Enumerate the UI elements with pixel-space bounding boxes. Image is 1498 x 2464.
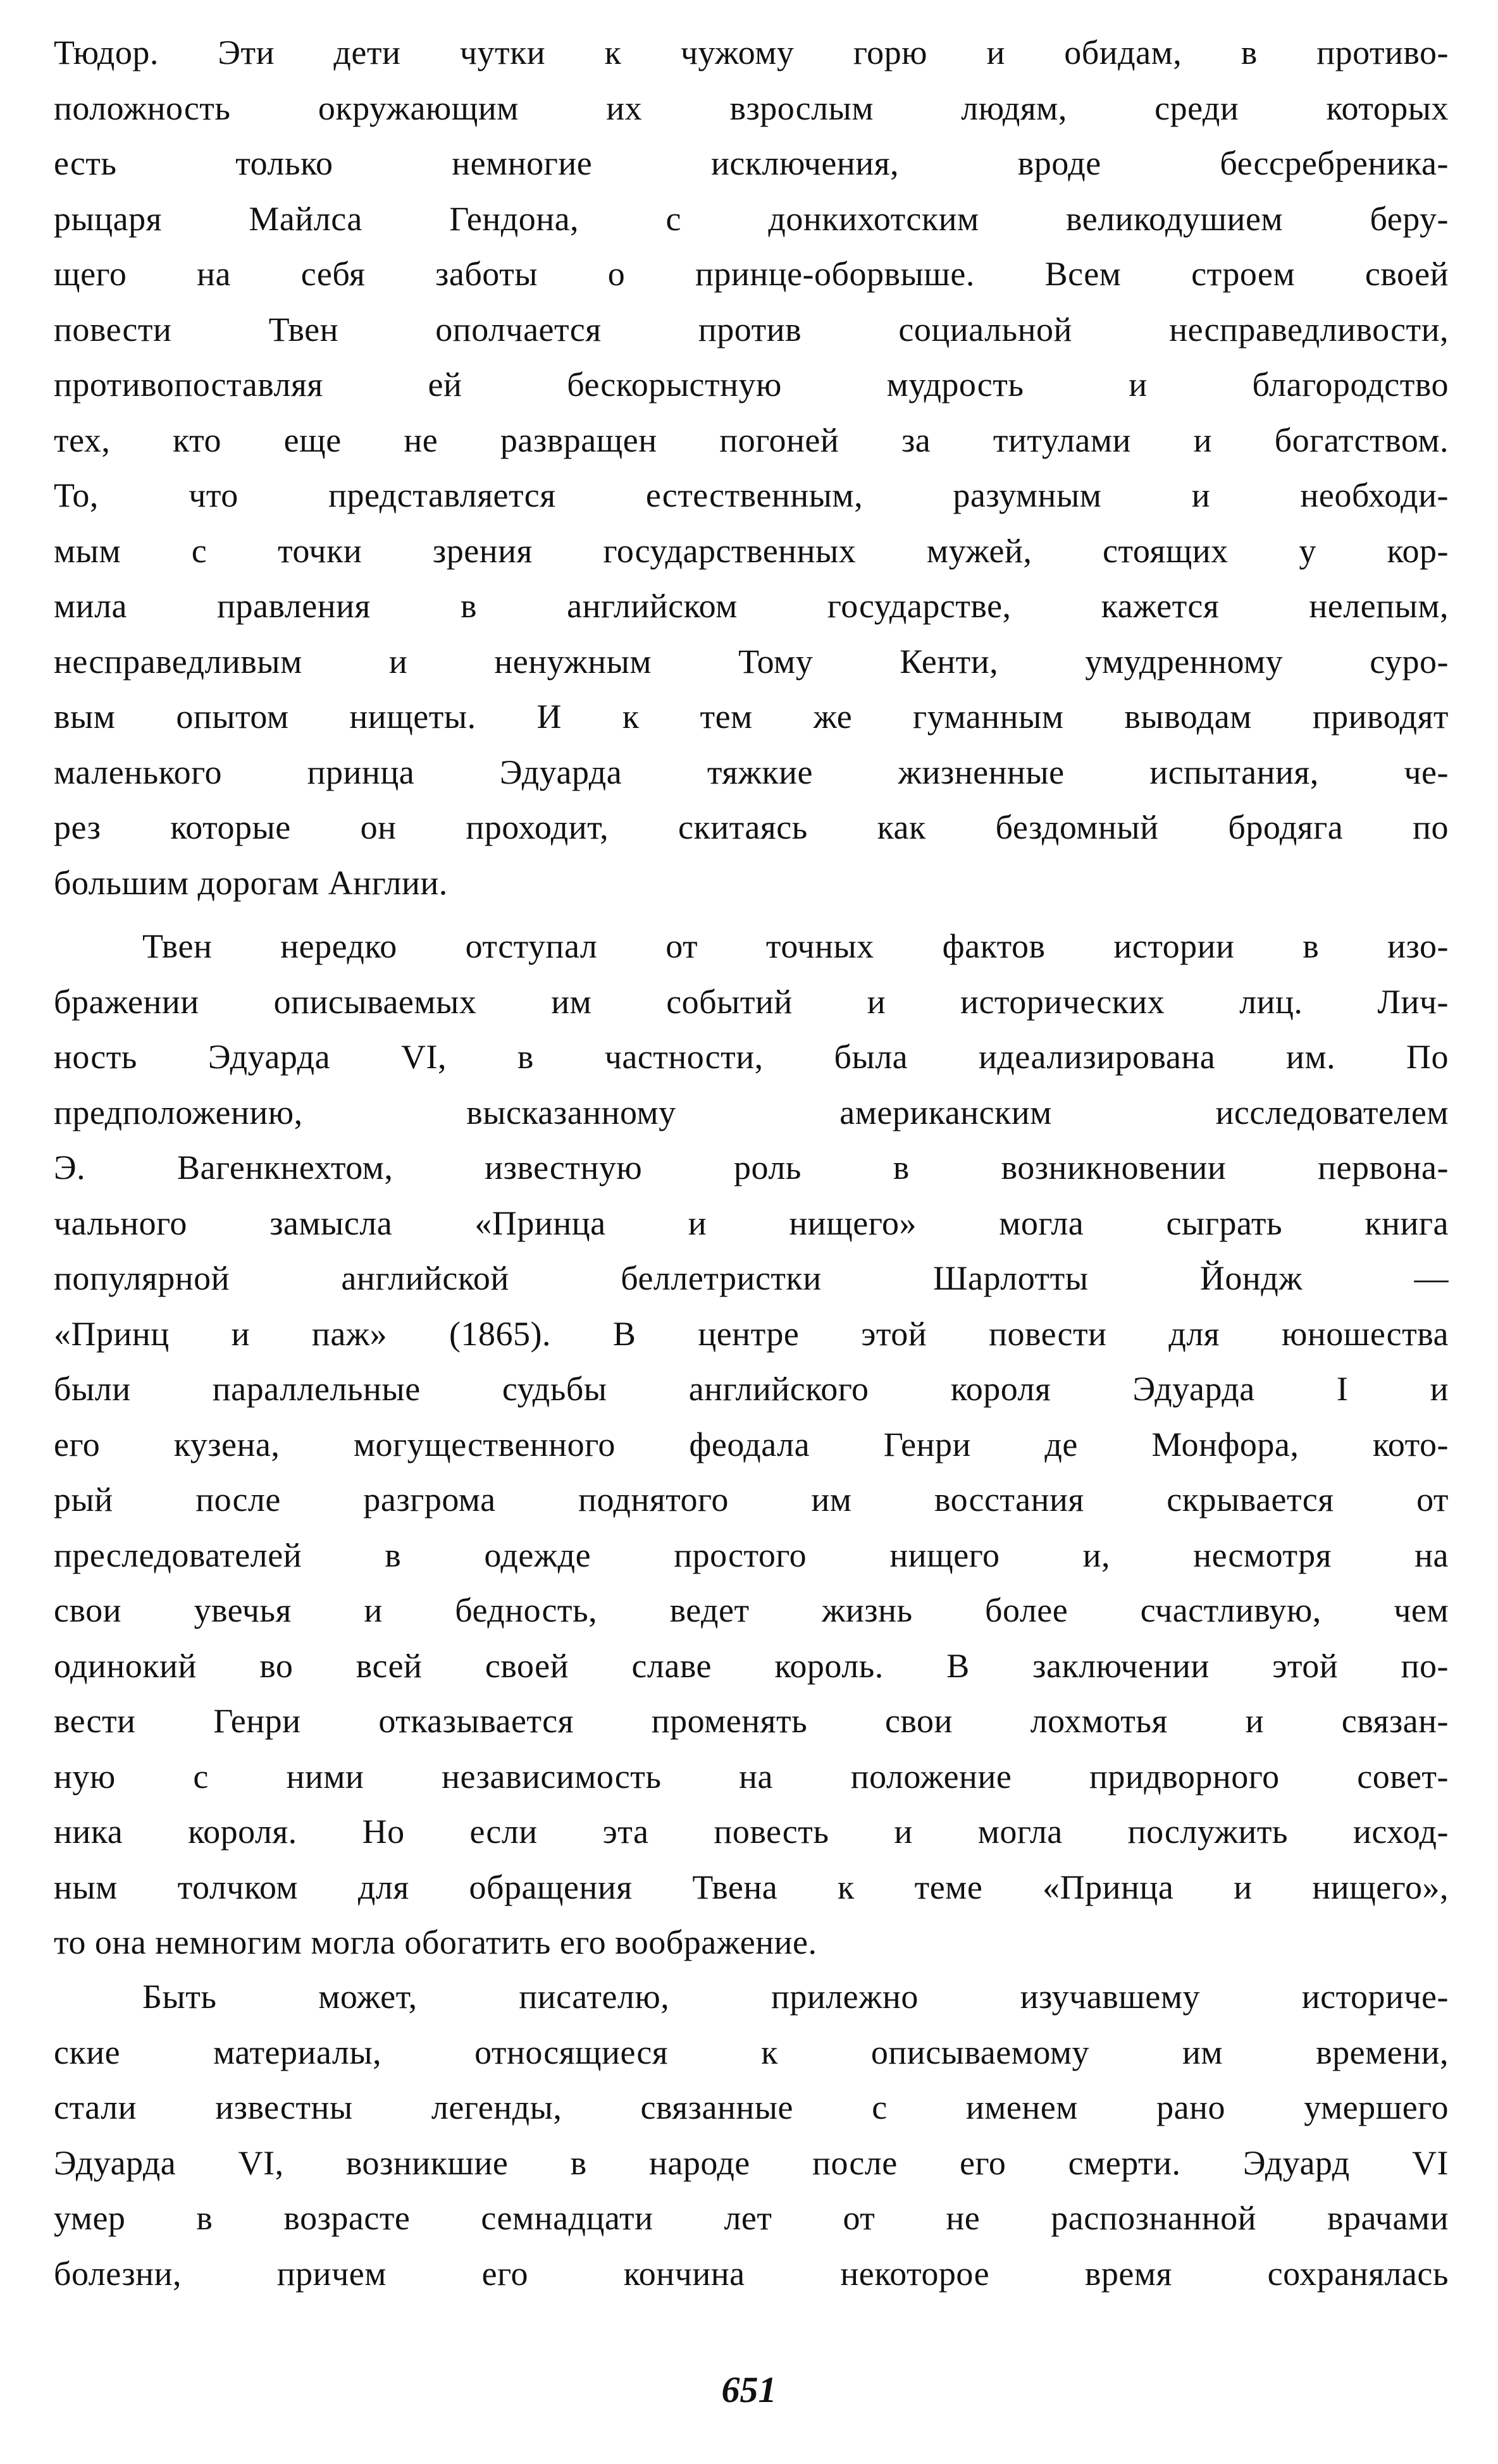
text-line: рый после разгрома поднятого им восстания скрывается от [54,1481,1449,1518]
text-line: Эдуарда VI, возникшие в народе после его смерти. Эдуард VI [54,2143,1449,2182]
text-line: тех, кто еще не развращен погоней за титулами и богатством. [54,421,1449,459]
text-line: умер в возрасте семнадцати лет от не распознанной врачами [54,2199,1449,2237]
text-line: были параллельные судьбы английского короля Эдуарда I и [54,1370,1449,1408]
text-line: несправедливым и ненужным Тому Кенти, умудренному суро- [54,642,1449,681]
text-line: вести Генри отказывается променять свои лохмотья и связан- [54,1702,1449,1740]
text-line: есть только немногие исключения, вроде бессребреника- [54,144,1449,182]
text-line: ность Эдуарда VI, в частности, была идеализирована им. По [54,1038,1449,1076]
text-line: Быть может, писателю, прилежно изучавшему историче- [142,1978,1449,2016]
text-line: его кузена, могущественного феодала Генри де Монфора, кото- [54,1425,1449,1463]
text-line: Тюдор. Эти дети чутки к чужому горю и обидам, в противо- [54,34,1449,71]
text-line: свои увечья и бедность, ведет жизнь более счастливую, чем [54,1591,1449,1629]
text-line: большим дорогам Англии. [54,863,448,902]
paragraph-3 [54,1969,1449,2301]
text-line: стали известны легенды, связанные с именем рано умершего [54,2088,1449,2126]
text-line: положность окружающим их взрослым людям, среди которых [54,89,1449,127]
text-line: болезни, причем его кончина некоторое время сохранялась [54,2254,1449,2293]
text-line: то она немногим могла обогатить его воображение. [54,1923,817,1961]
text-line: предположению, высказанному американским исследователем [54,1093,1449,1131]
text-line: одинокий во всей своей славе король. В заключении этой по- [54,1646,1449,1685]
text-line: мым с точки зрения государственных мужей, стоящих у кор- [54,531,1449,570]
paragraph-2 [54,919,1449,1971]
text-line: мила правления в английском государстве, кажется нелепым, [54,587,1449,625]
text-line: вым опытом нищеты. И к тем же гуманным выводам приводят [54,698,1449,736]
text-line: Э. Вагенкнехтом, известную роль в возникновении первона- [54,1149,1449,1186]
text-line: бражении описываемых им событий и исторических лиц. Лич- [54,982,1449,1021]
text-line: рез которые он проходит, скитаясь как бездомный бродяга по [54,808,1449,846]
text-line: противопоставляя ей бескорыстную мудрость и благородство [54,366,1449,403]
text-line: То, что представляется естественным, разумным и необходи- [54,476,1449,514]
text-line: повести Твен ополчается против социальной несправедливости, [54,310,1449,348]
text-line: ские материалы, относящиеся к описываемому им времени, [54,2033,1449,2071]
text-line: щего на себя заботы о принце-оборвыше. Всем строем своей [54,255,1449,293]
text-line: «Принц и паж» (1865). В центре этой повести для юношества [54,1314,1449,1353]
page-number: 651 [721,2369,777,2410]
text-line: преследователей в одежде простого нищего и, несмотря на [54,1536,1449,1574]
paragraph-1 [54,25,1449,911]
text-line: популярной английской беллетристки Шарлотты Йондж — [54,1259,1449,1297]
text-line: чального замысла «Принца и нищего» могла сыграть книга [54,1204,1449,1242]
text-line: ным толчком для обращения Твена к теме «Принца и нищего», [54,1868,1449,1906]
text-line: Твен нередко отступал от точных фактов истории в изо- [142,927,1449,965]
text-line: ника короля. Но если эта повесть и могла послужить исход- [54,1813,1449,1851]
text-line: ную с ними независимость на положение придворного совет- [54,1757,1449,1796]
text-line: маленького принца Эдуарда тяжкие жизненные испытания, че- [54,753,1449,791]
text-line: рыцаря Майлса Гендона, с донкихотским великодушием беру- [54,199,1449,238]
